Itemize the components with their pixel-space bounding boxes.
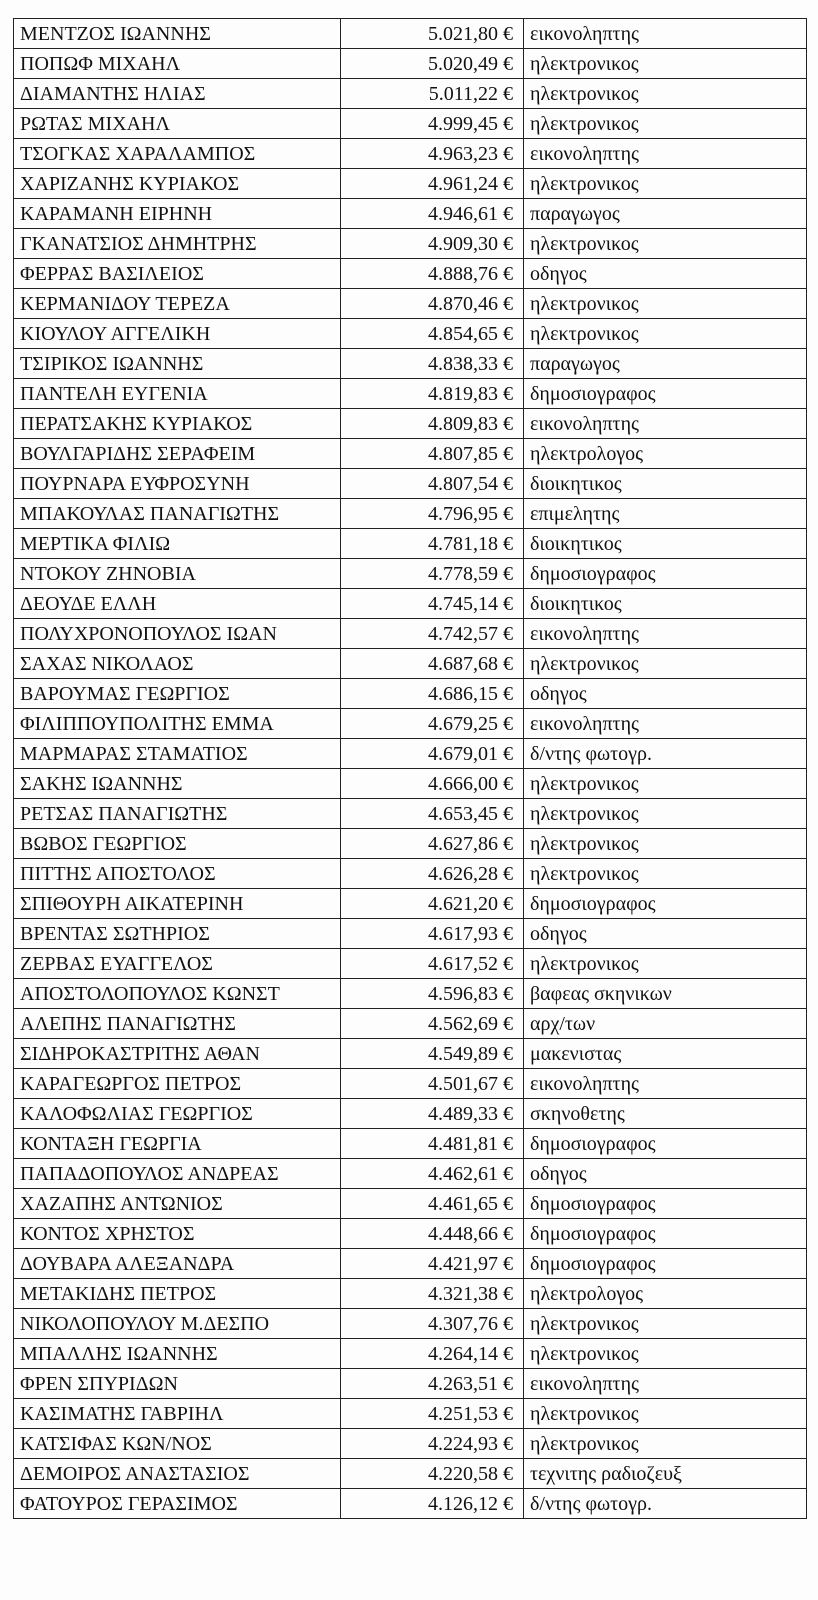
- role-cell: οδηγος: [524, 1159, 807, 1189]
- table-row: [14, 649, 807, 679]
- role-cell: διοικητικος: [524, 529, 807, 559]
- table-row: [14, 1159, 807, 1189]
- role-cell: ηλεκτρονικος: [524, 109, 807, 139]
- table-row: [14, 229, 807, 259]
- role-cell: ηλεκτρονικος: [524, 1399, 807, 1429]
- employee-name-cell: ΚΑΡΑΓΕΩΡΓΟΣ ΠΕΤΡΟΣ: [14, 1069, 341, 1099]
- amount-cell: 4.666,00 €: [341, 769, 524, 799]
- role-cell: ηλεκτρονικος: [524, 859, 807, 889]
- amount-cell: 5.021,80 €: [341, 19, 524, 49]
- table-row: [14, 19, 807, 49]
- employee-name-cell: ΜΕΤΑΚΙΔΗΣ ΠΕΤΡΟΣ: [14, 1279, 341, 1309]
- amount-cell: 5.020,49 €: [341, 49, 524, 79]
- employee-name-cell: ΜΕΡΤΙΚΑ ΦΙΛΙΩ: [14, 529, 341, 559]
- employee-name-cell: ΚΑΛΟΦΩΛΙΑΣ ΓΕΩΡΓΙΟΣ: [14, 1099, 341, 1129]
- table-row: [14, 289, 807, 319]
- amount-cell: 4.448,66 €: [341, 1219, 524, 1249]
- table-row: [14, 589, 807, 619]
- table-row: [14, 979, 807, 1009]
- role-cell: δημοσιογραφος: [524, 379, 807, 409]
- table-row: [14, 919, 807, 949]
- amount-cell: 4.220,58 €: [341, 1459, 524, 1489]
- role-cell: εικονοληπτης: [524, 139, 807, 169]
- employee-name-cell: ΚΑΡΑΜΑΝΗ ΕΙΡΗΝΗ: [14, 199, 341, 229]
- amount-cell: 4.745,14 €: [341, 589, 524, 619]
- amount-cell: 4.687,68 €: [341, 649, 524, 679]
- role-cell: ηλεκτρολογος: [524, 1279, 807, 1309]
- role-cell: ηλεκτρονικος: [524, 1309, 807, 1339]
- role-cell: παραγωγος: [524, 349, 807, 379]
- amount-cell: 4.909,30 €: [341, 229, 524, 259]
- role-cell: διοικητικος: [524, 469, 807, 499]
- employee-name-cell: ΠΕΡΑΤΣΑΚΗΣ ΚΥΡΙΑΚΟΣ: [14, 409, 341, 439]
- employee-name-cell: ΒΑΡΟΥΜΑΣ ΓΕΩΡΓΙΟΣ: [14, 679, 341, 709]
- role-cell: ηλεκτρονικος: [524, 799, 807, 829]
- amount-cell: 4.807,54 €: [341, 469, 524, 499]
- role-cell: ηλεκτρονικος: [524, 229, 807, 259]
- amount-cell: 4.888,76 €: [341, 259, 524, 289]
- role-cell: οδηγος: [524, 919, 807, 949]
- role-cell: αρχ/των: [524, 1009, 807, 1039]
- employee-name-cell: ΦΑΤΟΥΡΟΣ ΓΕΡΑΣΙΜΟΣ: [14, 1489, 341, 1519]
- role-cell: εικονοληπτης: [524, 19, 807, 49]
- table-row: [14, 499, 807, 529]
- amount-cell: 4.819,83 €: [341, 379, 524, 409]
- amount-cell: 4.627,86 €: [341, 829, 524, 859]
- employee-name-cell: ΔΟΥΒΑΡΑ ΑΛΕΞΑΝΔΡΑ: [14, 1249, 341, 1279]
- employee-name-cell: ΦΡΕΝ ΣΠΥΡΙΔΩΝ: [14, 1369, 341, 1399]
- employee-name-cell: ΠΟΛΥΧΡΟΝΟΠΟΥΛΟΣ ΙΩΑΝ: [14, 619, 341, 649]
- employee-name-cell: ΒΩΒΟΣ ΓΕΩΡΓΙΟΣ: [14, 829, 341, 859]
- amount-cell: 4.679,01 €: [341, 739, 524, 769]
- role-cell: δ/ντης φωτογρ.: [524, 1489, 807, 1519]
- table-row: [14, 379, 807, 409]
- amount-cell: 4.807,85 €: [341, 439, 524, 469]
- amount-cell: 4.461,65 €: [341, 1189, 524, 1219]
- table-row: [14, 1429, 807, 1459]
- role-cell: εικονοληπτης: [524, 709, 807, 739]
- amount-cell: 4.686,15 €: [341, 679, 524, 709]
- table-row: [14, 1039, 807, 1069]
- role-cell: δημοσιογραφος: [524, 889, 807, 919]
- employee-name-cell: ΓΚΑΝΑΤΣΙΟΣ ΔΗΜΗΤΡΗΣ: [14, 229, 341, 259]
- role-cell: δ/ντης φωτογρ.: [524, 739, 807, 769]
- table-row: [14, 1009, 807, 1039]
- table-row: [14, 49, 807, 79]
- table-row: [14, 1489, 807, 1519]
- employee-name-cell: ΣΙΔΗΡΟΚΑΣΤΡΙΤΗΣ ΑΘΑΝ: [14, 1039, 341, 1069]
- table-row: [14, 679, 807, 709]
- role-cell: δημοσιογραφος: [524, 1189, 807, 1219]
- employee-name-cell: ΠΟΠΩΦ ΜΙΧΑΗΛ: [14, 49, 341, 79]
- salary-table-body: [14, 19, 807, 1519]
- table-row: [14, 79, 807, 109]
- table-row: [14, 1189, 807, 1219]
- employee-name-cell: ΝΤΟΚΟΥ ΖΗΝΟΒΙΑ: [14, 559, 341, 589]
- role-cell: παραγωγος: [524, 199, 807, 229]
- amount-cell: 4.796,95 €: [341, 499, 524, 529]
- employee-name-cell: ΑΠΟΣΤΟΛΟΠΟΥΛΟΣ ΚΩΝΣΤ: [14, 979, 341, 1009]
- role-cell: εικονοληπτης: [524, 409, 807, 439]
- amount-cell: 4.961,24 €: [341, 169, 524, 199]
- employee-name-cell: ΧΑΖΑΠΗΣ ΑΝΤΩΝΙΟΣ: [14, 1189, 341, 1219]
- amount-cell: 4.549,89 €: [341, 1039, 524, 1069]
- employee-name-cell: ΜΠΑΛΛΗΣ ΙΩΑΝΝΗΣ: [14, 1339, 341, 1369]
- role-cell: σκηνοθετης: [524, 1099, 807, 1129]
- role-cell: εικονοληπτης: [524, 619, 807, 649]
- table-row: [14, 349, 807, 379]
- employee-name-cell: ΚΕΡΜΑΝΙΔΟΥ ΤΕΡΕΖΑ: [14, 289, 341, 319]
- role-cell: ηλεκτρονικος: [524, 79, 807, 109]
- amount-cell: 4.617,93 €: [341, 919, 524, 949]
- employee-name-cell: ΜΠΑΚΟΥΛΑΣ ΠΑΝΑΓΙΩΤΗΣ: [14, 499, 341, 529]
- employee-name-cell: ΠΑΠΑΔΟΠΟΥΛΟΣ ΑΝΔΡΕΑΣ: [14, 1159, 341, 1189]
- amount-cell: 4.617,52 €: [341, 949, 524, 979]
- amount-cell: 4.809,83 €: [341, 409, 524, 439]
- employee-name-cell: ΔΕΜΟΙΡΟΣ ΑΝΑΣΤΑΣΙΟΣ: [14, 1459, 341, 1489]
- amount-cell: 4.626,28 €: [341, 859, 524, 889]
- role-cell: εικονοληπτης: [524, 1069, 807, 1099]
- amount-cell: 4.870,46 €: [341, 289, 524, 319]
- employee-name-cell: ΧΑΡΙΖΑΝΗΣ ΚΥΡΙΑΚΟΣ: [14, 169, 341, 199]
- amount-cell: 4.742,57 €: [341, 619, 524, 649]
- amount-cell: 4.963,23 €: [341, 139, 524, 169]
- amount-cell: 5.011,22 €: [341, 79, 524, 109]
- employee-name-cell: ΡΕΤΣΑΣ ΠΑΝΑΓΙΩΤΗΣ: [14, 799, 341, 829]
- amount-cell: 4.481,81 €: [341, 1129, 524, 1159]
- table-row: [14, 319, 807, 349]
- role-cell: ηλεκτρονικος: [524, 1429, 807, 1459]
- employee-name-cell: ΠΟΥΡΝΑΡΑ ΕΥΦΡΟΣΥΝΗ: [14, 469, 341, 499]
- employee-name-cell: ΣΑΧΑΣ ΝΙΚΟΛΑΟΣ: [14, 649, 341, 679]
- amount-cell: 4.421,97 €: [341, 1249, 524, 1279]
- table-row: [14, 889, 807, 919]
- employee-name-cell: ΡΩΤΑΣ ΜΙΧΑΗΛ: [14, 109, 341, 139]
- amount-cell: 4.854,65 €: [341, 319, 524, 349]
- role-cell: ηλεκτρονικος: [524, 289, 807, 319]
- employee-name-cell: ΒΡΕΝΤΑΣ ΣΩΤΗΡΙΟΣ: [14, 919, 341, 949]
- amount-cell: 4.999,45 €: [341, 109, 524, 139]
- role-cell: βαφεας σκηνικων: [524, 979, 807, 1009]
- employee-name-cell: ΚΟΝΤΑΞΗ ΓΕΩΡΓΙΑ: [14, 1129, 341, 1159]
- table-row: [14, 439, 807, 469]
- role-cell: δημοσιογραφος: [524, 559, 807, 589]
- employee-name-cell: ΜΑΡΜΑΡΑΣ ΣΤΑΜΑΤΙΟΣ: [14, 739, 341, 769]
- role-cell: ηλεκτρονικος: [524, 829, 807, 859]
- employee-name-cell: ΤΣΙΡΙΚΟΣ ΙΩΑΝΝΗΣ: [14, 349, 341, 379]
- role-cell: ηλεκτρονικος: [524, 319, 807, 349]
- role-cell: δημοσιογραφος: [524, 1249, 807, 1279]
- role-cell: οδηγος: [524, 679, 807, 709]
- table-row: [14, 709, 807, 739]
- table-row: [14, 1309, 807, 1339]
- table-row: [14, 469, 807, 499]
- role-cell: διοικητικος: [524, 589, 807, 619]
- employee-name-cell: ΦΙΛΙΠΠΟΥΠΟΛΙΤΗΣ ΕΜΜΑ: [14, 709, 341, 739]
- table-row: [14, 1219, 807, 1249]
- role-cell: ηλεκτρολογος: [524, 439, 807, 469]
- table-row: [14, 1099, 807, 1129]
- table-row: [14, 199, 807, 229]
- employee-name-cell: ΝΙΚΟΛΟΠΟΥΛΟΥ Μ.ΔΕΣΠΟ: [14, 1309, 341, 1339]
- employee-name-cell: ΚΟΝΤΟΣ ΧΡΗΣΤΟΣ: [14, 1219, 341, 1249]
- amount-cell: 4.621,20 €: [341, 889, 524, 919]
- role-cell: τεχνιτης ραδιοζευξ: [524, 1459, 807, 1489]
- employee-name-cell: ΤΣΟΓΚΑΣ ΧΑΡΑΛΑΜΠΟΣ: [14, 139, 341, 169]
- amount-cell: 4.307,76 €: [341, 1309, 524, 1339]
- table-row: [14, 409, 807, 439]
- amount-cell: 4.946,61 €: [341, 199, 524, 229]
- table-row: [14, 949, 807, 979]
- employee-name-cell: ΒΟΥΛΓΑΡΙΔΗΣ ΣΕΡΑΦΕΙΜ: [14, 439, 341, 469]
- role-cell: εικονοληπτης: [524, 1369, 807, 1399]
- role-cell: ηλεκτρονικος: [524, 769, 807, 799]
- amount-cell: 4.263,51 €: [341, 1369, 524, 1399]
- employee-name-cell: ΜΕΝΤΖΟΣ ΙΩΑΝΝΗΣ: [14, 19, 341, 49]
- role-cell: ηλεκτρονικος: [524, 649, 807, 679]
- amount-cell: 4.321,38 €: [341, 1279, 524, 1309]
- employee-name-cell: ΔΕΟΥΔΕ ΕΛΛΗ: [14, 589, 341, 619]
- role-cell: δημοσιογραφος: [524, 1219, 807, 1249]
- amount-cell: 4.653,45 €: [341, 799, 524, 829]
- role-cell: ηλεκτρονικος: [524, 169, 807, 199]
- amount-cell: 4.462,61 €: [341, 1159, 524, 1189]
- employee-name-cell: ΑΛΕΠΗΣ ΠΑΝΑΓΙΩΤΗΣ: [14, 1009, 341, 1039]
- employee-name-cell: ΚΑΣΙΜΑΤΗΣ ΓΑΒΡΙΗΛ: [14, 1399, 341, 1429]
- role-cell: ηλεκτρονικος: [524, 49, 807, 79]
- table-row: [14, 259, 807, 289]
- table-row: [14, 859, 807, 889]
- amount-cell: 4.224,93 €: [341, 1429, 524, 1459]
- table-row: [14, 799, 807, 829]
- employee-name-cell: ΚΑΤΣΙΦΑΣ ΚΩΝ/ΝΟΣ: [14, 1429, 341, 1459]
- employee-name-cell: ΠΙΤΤΗΣ ΑΠΟΣΤΟΛΟΣ: [14, 859, 341, 889]
- role-cell: μακενιστας: [524, 1039, 807, 1069]
- amount-cell: 4.501,67 €: [341, 1069, 524, 1099]
- table-row: [14, 109, 807, 139]
- amount-cell: 4.264,14 €: [341, 1339, 524, 1369]
- role-cell: ηλεκτρονικος: [524, 1339, 807, 1369]
- amount-cell: 4.596,83 €: [341, 979, 524, 1009]
- table-row: [14, 1369, 807, 1399]
- amount-cell: 4.489,33 €: [341, 1099, 524, 1129]
- employee-name-cell: ΣΠΙΘΟΥΡΗ ΑΙΚΑΤΕΡΙΝΗ: [14, 889, 341, 919]
- table-row: [14, 1279, 807, 1309]
- employee-name-cell: ΠΑΝΤΕΛΗ ΕΥΓΕΝΙΑ: [14, 379, 341, 409]
- amount-cell: 4.778,59 €: [341, 559, 524, 589]
- salary-table: [13, 18, 807, 1519]
- table-row: [14, 829, 807, 859]
- amount-cell: 4.251,53 €: [341, 1399, 524, 1429]
- role-cell: οδηγος: [524, 259, 807, 289]
- employee-name-cell: ΦΕΡΡΑΣ ΒΑΣΙΛΕΙΟΣ: [14, 259, 341, 289]
- table-row: [14, 1339, 807, 1369]
- table-row: [14, 559, 807, 589]
- table-row: [14, 619, 807, 649]
- role-cell: επιμελητης: [524, 499, 807, 529]
- employee-name-cell: ΔΙΑΜΑΝΤΗΣ ΗΛΙΑΣ: [14, 79, 341, 109]
- employee-name-cell: ΚΙΟΥΛΟΥ ΑΓΓΕΛΙΚΗ: [14, 319, 341, 349]
- employee-name-cell: ΖΕΡΒΑΣ ΕΥΑΓΓΕΛΟΣ: [14, 949, 341, 979]
- table-row: [14, 169, 807, 199]
- table-row: [14, 1399, 807, 1429]
- amount-cell: 4.838,33 €: [341, 349, 524, 379]
- table-row: [14, 739, 807, 769]
- table-row: [14, 1249, 807, 1279]
- amount-cell: 4.126,12 €: [341, 1489, 524, 1519]
- amount-cell: 4.679,25 €: [341, 709, 524, 739]
- table-row: [14, 529, 807, 559]
- amount-cell: 4.781,18 €: [341, 529, 524, 559]
- role-cell: ηλεκτρονικος: [524, 949, 807, 979]
- employee-name-cell: ΣΑΚΗΣ ΙΩΑΝΝΗΣ: [14, 769, 341, 799]
- table-row: [14, 1459, 807, 1489]
- role-cell: δημοσιογραφος: [524, 1129, 807, 1159]
- table-row: [14, 1129, 807, 1159]
- table-row: [14, 1069, 807, 1099]
- table-row: [14, 139, 807, 169]
- table-row: [14, 769, 807, 799]
- amount-cell: 4.562,69 €: [341, 1009, 524, 1039]
